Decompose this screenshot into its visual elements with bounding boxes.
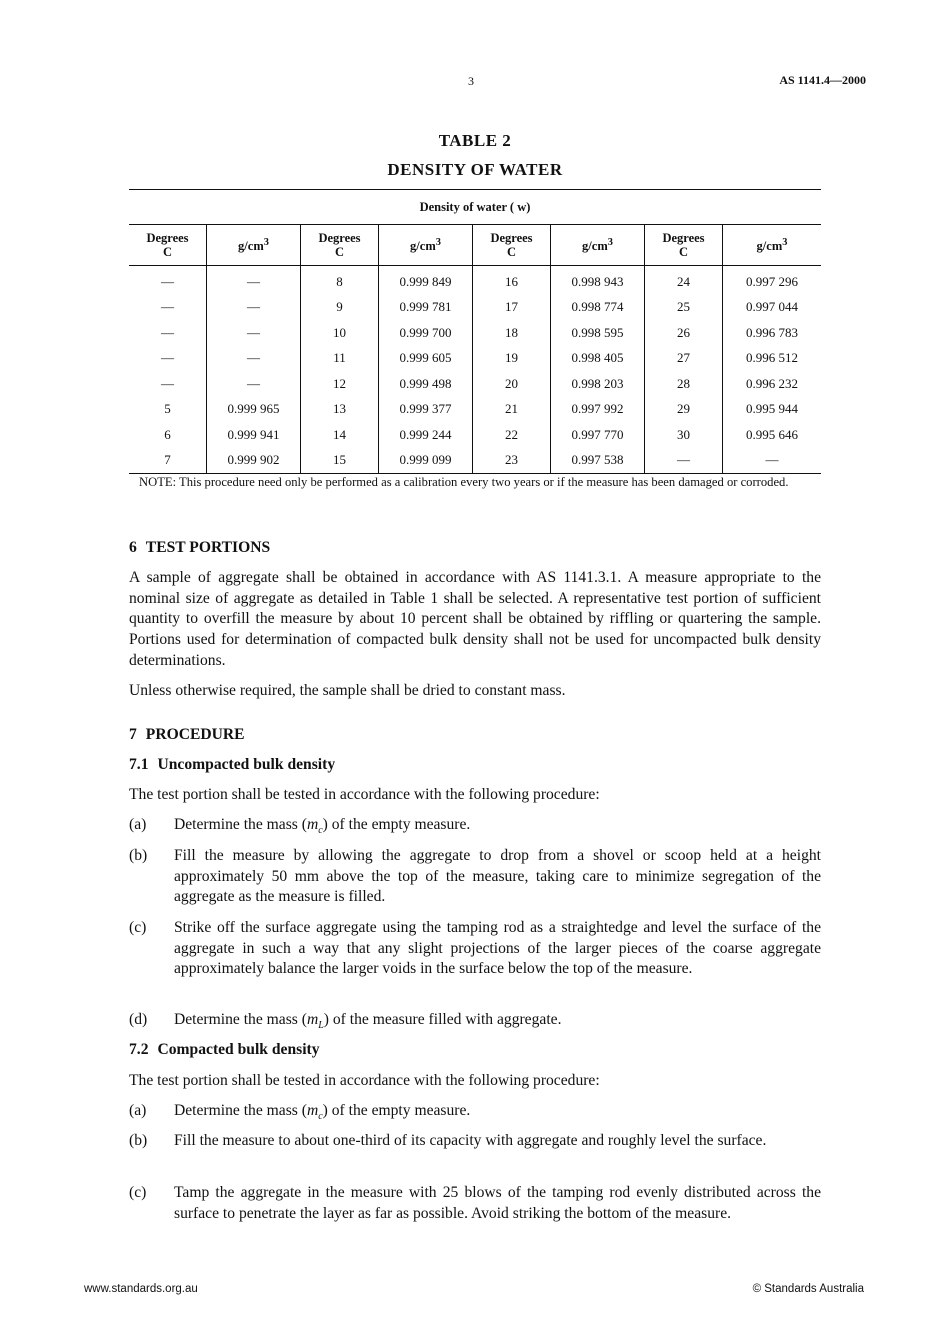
table-cell: 17 [473, 295, 551, 321]
table-cell: 24 [645, 266, 723, 295]
table-cell: 21 [473, 397, 551, 423]
table-cell: 25 [645, 295, 723, 321]
density-table [129, 189, 821, 474]
col-gcm3-1: $g/cm^3$ [207, 225, 301, 266]
table-cell: 0.999 849 [379, 266, 473, 295]
table-note: NOTE: This procedure need only be performed as a calibration every two years or if the measure has been damaged or corroded. [139, 475, 789, 489]
table-cell: 9 [301, 295, 379, 321]
table-cell: 0.998 595 [551, 320, 645, 346]
table-cell: 29 [645, 397, 723, 423]
table-row [129, 448, 821, 474]
table-cell: 8 [301, 266, 379, 295]
table-caption: Density of water ( w) [129, 190, 821, 225]
table-cell: — [207, 295, 301, 321]
table-cell: 23 [473, 448, 551, 474]
table-cell: 0.999 700 [379, 320, 473, 346]
table-cell: 0.996 232 [723, 371, 822, 397]
list-item-text: Strike off the surface aggregate using the tamping rod as a straightedge and level the surface of the aggregate in such a way that any slight projections of the larger pieces of the coarse aggregate approximately balance the larger voids in the surface below the top of the measure. [174, 919, 821, 978]
table-cell: 0.999 781 [379, 295, 473, 321]
table-cell: 27 [645, 346, 723, 372]
table-row [129, 266, 821, 295]
table-cell: 0.999 099 [379, 448, 473, 474]
table-cell: 22 [473, 422, 551, 448]
list-item-text: Determine the mass $(m_L)$ of the measure filled with aggregate. [174, 1011, 562, 1032]
col-degrees-3: Degrees C [473, 225, 551, 266]
standard-id: AS 1141.4—2000 [779, 73, 866, 87]
section-6-heading: 6 TEST PORTIONS [129, 539, 271, 556]
table-cell: 0.996 512 [723, 346, 822, 372]
table-cell: 0.997 770 [551, 422, 645, 448]
table-cell: — [207, 320, 301, 346]
table-cell: 0.999 605 [379, 346, 473, 372]
table-cell: 13 [301, 397, 379, 423]
table-cell: 0.998 405 [551, 346, 645, 372]
col-degrees-2: Degrees C [301, 225, 379, 266]
list-item [129, 1131, 821, 1152]
table-cell: — [161, 299, 174, 315]
table-cell: 15 [301, 448, 379, 474]
table-cell: 0.999 498 [379, 371, 473, 397]
table-cell: 0.995 646 [723, 422, 822, 448]
list-item-label: (c) [129, 1184, 147, 1201]
table-cell: 18 [473, 320, 551, 346]
list-item [129, 846, 821, 908]
table-cell: 19 [473, 346, 551, 372]
table-cell: — [161, 273, 174, 289]
col-gcm3-2: $g/cm^3$ [379, 225, 473, 266]
list-item-label: (a) [129, 816, 147, 833]
list-item [129, 918, 821, 980]
list-item-text: Fill the measure by allowing the aggregate to drop from a shovel or scoop held at a height approximately 50 mm above the top of the measure, taking care to minimize segregation of the aggregate as the measure is filled. [174, 847, 821, 906]
table-cell: 7 [129, 448, 207, 474]
col-gcm3-4: $g/cm^3$ [723, 225, 822, 266]
table-cell: 0.999 941 [207, 422, 301, 448]
list-item-text: Determine the mass $(m_c)$ of the empty measure. [174, 816, 471, 837]
table-cell: 0.996 783 [723, 320, 822, 346]
list-item-label: (a) [129, 1102, 147, 1119]
list-item-label: (d) [129, 1011, 148, 1028]
page-number: 3 [468, 74, 474, 88]
section-7-2-intro: The test portion shall be tested in accordance with the following procedure: [129, 1072, 600, 1089]
table-cell: 12 [301, 371, 379, 397]
table-cell: 0.998 943 [551, 266, 645, 295]
table-cell: 0.999 244 [379, 422, 473, 448]
col-degrees-1: Degrees C [129, 225, 207, 266]
list-item-label: (b) [129, 1132, 148, 1149]
table-cell: 28 [645, 371, 723, 397]
table-cell: 0.999 377 [379, 397, 473, 423]
list-item [129, 1183, 821, 1224]
table-cell: 0.998 774 [551, 295, 645, 321]
table-cell: — [645, 448, 723, 474]
col-degrees-4: Degrees C [645, 225, 723, 266]
section-6-paragraph-2: Unless otherwise required, the sample shall be dried to constant mass. [129, 682, 566, 699]
table-row [129, 422, 821, 448]
section-7-heading: 7 PROCEDURE [129, 726, 245, 743]
table-header-row [129, 225, 821, 266]
table-cell: 11 [301, 346, 379, 372]
table-row [129, 397, 821, 423]
section-7-1-intro: The test portion shall be tested in accordance with the following procedure: [129, 786, 600, 803]
footer-website: www.standards.org.au [84, 1283, 198, 1295]
list-item-text: Tamp the aggregate in the measure with 25 blows of the tamping rod evenly distributed across the surface to penetrate the layer as far as possible. Avoid striking the bottom of the measure. [174, 1184, 821, 1222]
table-cell: 6 [164, 426, 171, 442]
table-cell: — [207, 266, 301, 295]
table-cell: — [161, 350, 174, 366]
list-item [129, 1101, 821, 1128]
table-cell: 20 [473, 371, 551, 397]
table-cell: — [723, 448, 822, 474]
table-cell: 16 [473, 266, 551, 295]
table-cell: — [161, 324, 174, 340]
col-gcm3-3: $g/cm^3$ [551, 225, 645, 266]
table-cell: 0.997 296 [723, 266, 822, 295]
section-6-paragraph: A sample of aggregate shall be obtained in accordance with AS 1141.3.1. A measure appropriate to the nominal size of aggregate as detailed in Table 1 shall be selected. A representative test portion of sufficient quantity to overfill the measure by about 10 percent shall be obtained by riffling or quartering the sample. Portions used for determination of compacted bulk density shall not be used for uncompacted bulk density determinations. [129, 569, 821, 669]
table-label: TABLE 2 [438, 131, 512, 150]
table-cell: 0.997 044 [723, 295, 822, 321]
table-cell: 0.995 944 [723, 397, 822, 423]
table-row [129, 346, 821, 372]
table-cell: — [207, 346, 301, 372]
table-row [129, 320, 821, 346]
table-cell: 0.999 902 [207, 448, 301, 474]
table-cell: 14 [301, 422, 379, 448]
list-item-label: (c) [129, 919, 147, 936]
list-item-label: (b) [129, 847, 148, 864]
list-item-text: Determine the mass $(m_c)$ of the empty measure. [174, 1102, 471, 1123]
section-7-2-heading: 7.2 Compacted bulk density [129, 1041, 320, 1058]
table-cell: 0.999 965 [207, 397, 301, 423]
list-item [129, 1010, 821, 1037]
table-cell: — [207, 371, 301, 397]
table-row [129, 371, 821, 397]
table-cell: — [161, 375, 174, 391]
table-cell: 10 [301, 320, 379, 346]
table-title: DENSITY OF WATER [387, 160, 563, 179]
table-cell: 30 [645, 422, 723, 448]
footer-copyright: © Standards Australia [752, 1283, 864, 1295]
table-cell: 5 [164, 401, 171, 417]
table-cell: 0.998 203 [551, 371, 645, 397]
table-cell: 0.997 538 [551, 448, 645, 474]
list-item-text: Fill the measure to about one-third of its capacity with aggregate and roughly level the surface. [174, 1132, 767, 1149]
table-cell: 0.997 992 [551, 397, 645, 423]
table-cell: 26 [645, 320, 723, 346]
section-7-1-heading: 7.1 Uncompacted bulk density [129, 756, 336, 773]
list-item [129, 815, 821, 842]
table-row [129, 295, 821, 321]
